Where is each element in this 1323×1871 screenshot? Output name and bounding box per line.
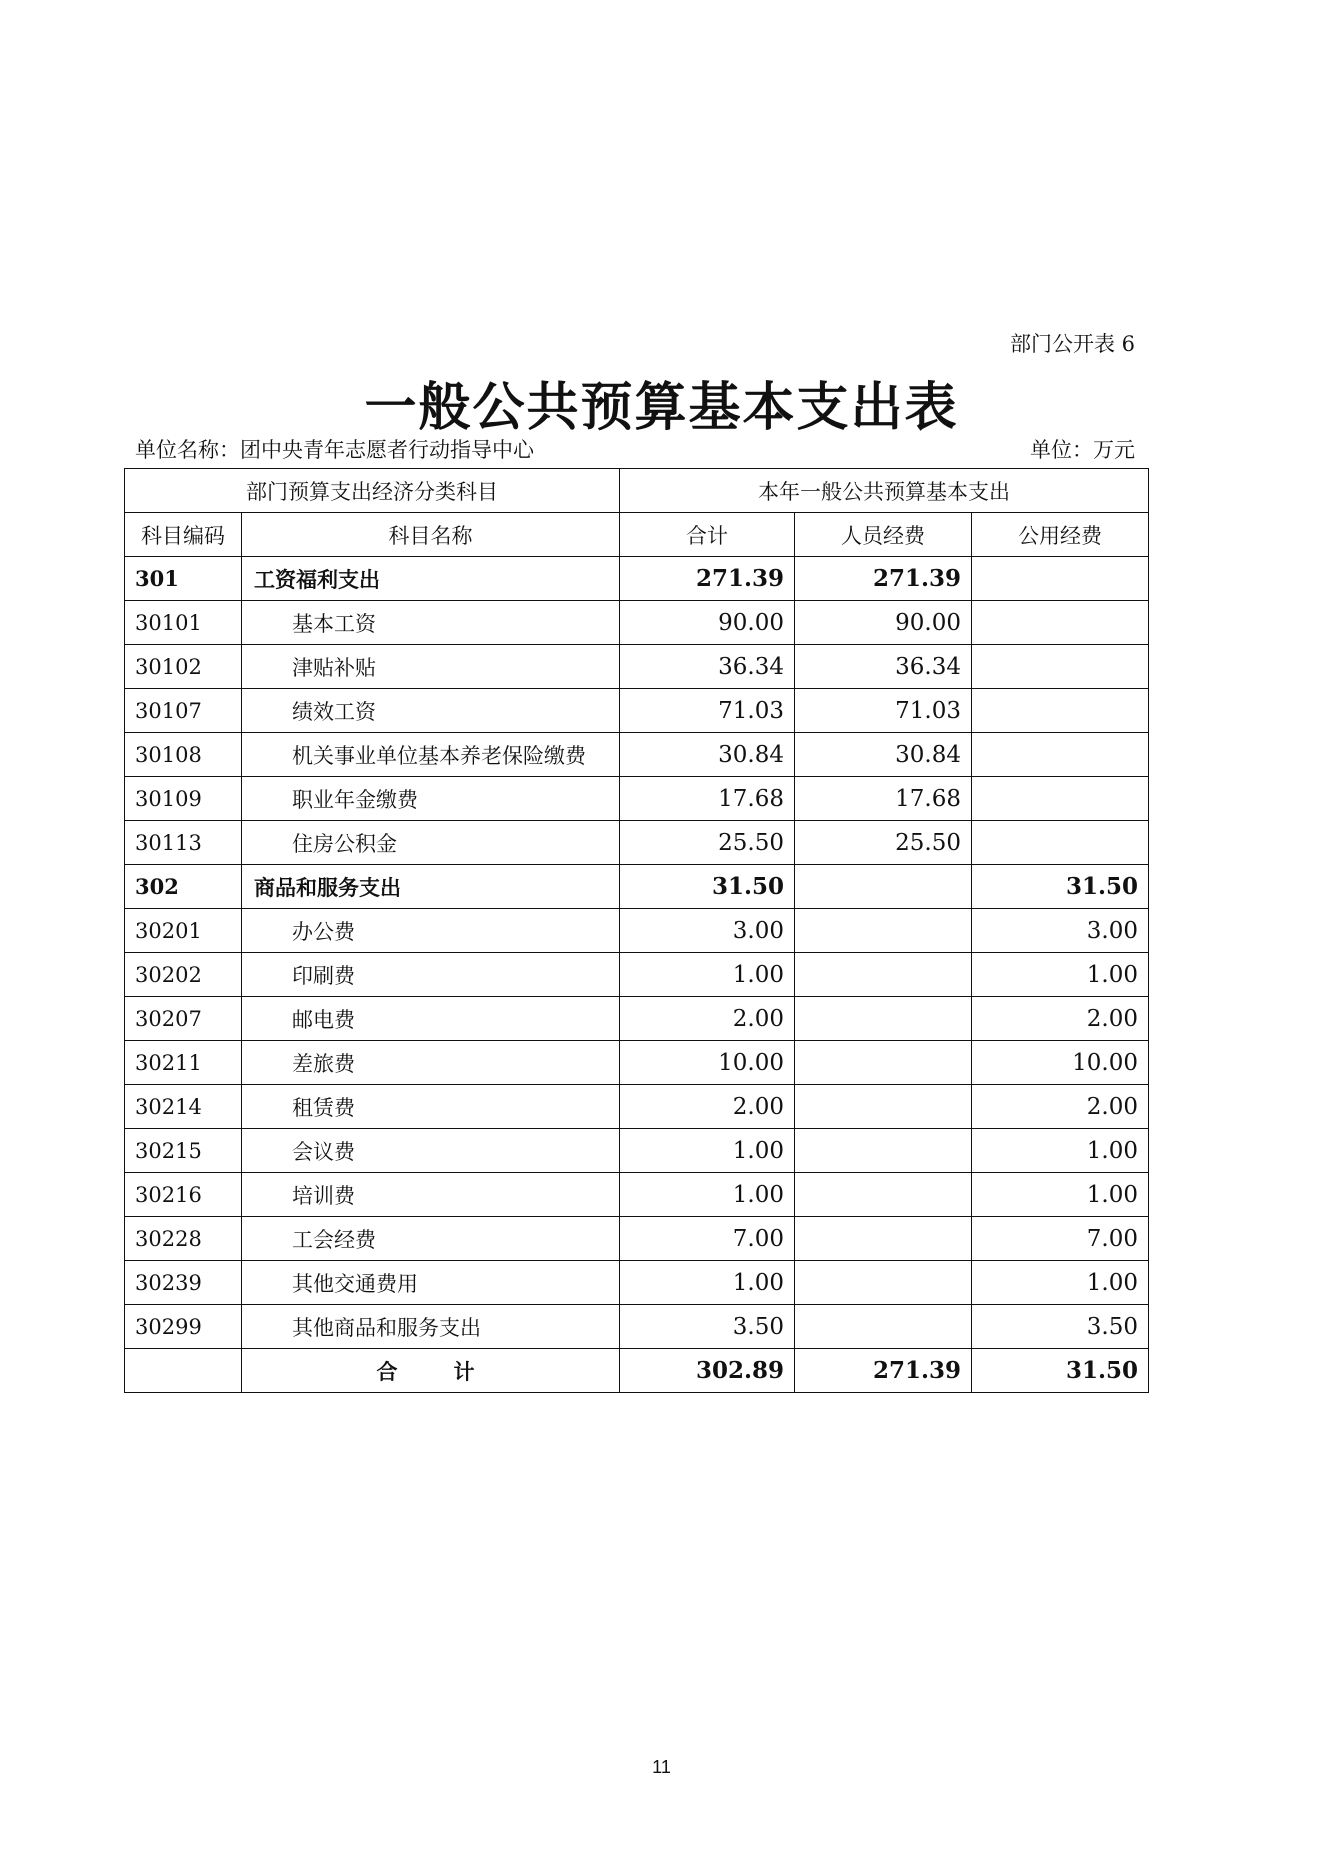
total-cell: 30.84 bbox=[620, 733, 795, 777]
category-row bbox=[125, 865, 1149, 909]
table-row bbox=[125, 1261, 1149, 1305]
total-cell: 7.00 bbox=[620, 1217, 795, 1261]
name-cell: 工会经费 bbox=[242, 1217, 620, 1261]
name-cell: 商品和服务支出 bbox=[242, 865, 620, 909]
personnel-cell bbox=[795, 1129, 972, 1173]
public-cell bbox=[972, 733, 1149, 777]
public-cell: 1.00 bbox=[972, 1129, 1149, 1173]
code-cell: 30108 bbox=[125, 733, 242, 777]
code-cell: 30211 bbox=[125, 1041, 242, 1085]
public-cell: 3.50 bbox=[972, 1305, 1149, 1349]
personnel-cell: 25.50 bbox=[795, 821, 972, 865]
name-cell: 其他商品和服务支出 bbox=[242, 1305, 620, 1349]
header-group-left: 部门预算支出经济分类科目 bbox=[125, 469, 620, 513]
public-cell bbox=[972, 601, 1149, 645]
name-cell: 租赁费 bbox=[242, 1085, 620, 1129]
code-cell: 30239 bbox=[125, 1261, 242, 1305]
header-public: 公用经费 bbox=[972, 513, 1149, 557]
personnel-cell bbox=[795, 865, 972, 909]
total-cell: 36.34 bbox=[620, 645, 795, 689]
table-row bbox=[125, 1129, 1149, 1173]
personnel-cell: 71.03 bbox=[795, 689, 972, 733]
total-cell: 1.00 bbox=[620, 1129, 795, 1173]
code-cell: 30207 bbox=[125, 997, 242, 1041]
table-row bbox=[125, 1217, 1149, 1261]
total-cell: 31.50 bbox=[620, 865, 795, 909]
page-number: 11 bbox=[652, 1757, 671, 1777]
table-row bbox=[125, 645, 1149, 689]
total-cell: 1.00 bbox=[620, 1173, 795, 1217]
budget-table bbox=[124, 468, 1149, 1393]
public-cell: 1.00 bbox=[972, 953, 1149, 997]
table-row bbox=[125, 1305, 1149, 1349]
unit-name: 单位名称：团中央青年志愿者行动指导中心 bbox=[135, 438, 534, 462]
header-total: 合计 bbox=[620, 513, 795, 557]
header-group-row bbox=[125, 469, 1149, 513]
public-cell bbox=[972, 645, 1149, 689]
table-row bbox=[125, 601, 1149, 645]
total-cell: 17.68 bbox=[620, 777, 795, 821]
code-cell: 30201 bbox=[125, 909, 242, 953]
grand-total-public: 31.50 bbox=[972, 1349, 1149, 1393]
name-cell: 其他交通费用 bbox=[242, 1261, 620, 1305]
total-cell: 25.50 bbox=[620, 821, 795, 865]
public-cell: 1.00 bbox=[972, 1173, 1149, 1217]
header-name: 科目名称 bbox=[242, 513, 620, 557]
header-group-right: 本年一般公共预算基本支出 bbox=[620, 469, 1149, 513]
personnel-cell: 30.84 bbox=[795, 733, 972, 777]
personnel-cell bbox=[795, 953, 972, 997]
code-cell: 30101 bbox=[125, 601, 242, 645]
public-cell bbox=[972, 821, 1149, 865]
table-body bbox=[125, 557, 1149, 1349]
public-cell bbox=[972, 557, 1149, 601]
public-cell: 31.50 bbox=[972, 865, 1149, 909]
table-row bbox=[125, 1173, 1149, 1217]
code-cell: 30113 bbox=[125, 821, 242, 865]
header-row bbox=[125, 513, 1149, 557]
name-cell: 绩效工资 bbox=[242, 689, 620, 733]
table-row bbox=[125, 909, 1149, 953]
personnel-cell bbox=[795, 1085, 972, 1129]
unit-row bbox=[135, 434, 1135, 464]
public-cell: 10.00 bbox=[972, 1041, 1149, 1085]
grand-total-row bbox=[125, 1349, 1149, 1393]
personnel-cell bbox=[795, 1305, 972, 1349]
header-personnel: 人员经费 bbox=[795, 513, 972, 557]
code-cell: 30109 bbox=[125, 777, 242, 821]
personnel-cell bbox=[795, 909, 972, 953]
grand-total-label: 合计 bbox=[242, 1349, 620, 1393]
total-cell: 2.00 bbox=[620, 997, 795, 1041]
personnel-cell bbox=[795, 1173, 972, 1217]
name-cell: 会议费 bbox=[242, 1129, 620, 1173]
name-cell: 住房公积金 bbox=[242, 821, 620, 865]
currency-unit: 单位：万元 bbox=[1030, 438, 1135, 462]
personnel-cell bbox=[795, 1041, 972, 1085]
header-code: 科目编码 bbox=[125, 513, 242, 557]
personnel-cell bbox=[795, 1261, 972, 1305]
name-cell: 津贴补贴 bbox=[242, 645, 620, 689]
public-cell bbox=[972, 777, 1149, 821]
code-cell: 30215 bbox=[125, 1129, 242, 1173]
total-cell: 90.00 bbox=[620, 601, 795, 645]
name-cell: 职业年金缴费 bbox=[242, 777, 620, 821]
page-title: 一般公共预算基本支出表 bbox=[364, 377, 959, 438]
code-cell: 301 bbox=[125, 557, 242, 601]
total-cell: 1.00 bbox=[620, 1261, 795, 1305]
table-label: 部门公开表 6 bbox=[1009, 332, 1135, 356]
name-cell: 差旅费 bbox=[242, 1041, 620, 1085]
total-cell: 71.03 bbox=[620, 689, 795, 733]
personnel-cell: 17.68 bbox=[795, 777, 972, 821]
personnel-cell: 90.00 bbox=[795, 601, 972, 645]
code-cell: 30202 bbox=[125, 953, 242, 997]
public-cell: 2.00 bbox=[972, 997, 1149, 1041]
code-cell: 30102 bbox=[125, 645, 242, 689]
table-row bbox=[125, 997, 1149, 1041]
personnel-cell bbox=[795, 997, 972, 1041]
table-row bbox=[125, 733, 1149, 777]
table-row bbox=[125, 953, 1149, 997]
public-cell: 1.00 bbox=[972, 1261, 1149, 1305]
table-row bbox=[125, 1085, 1149, 1129]
table-row bbox=[125, 777, 1149, 821]
public-cell bbox=[972, 689, 1149, 733]
total-cell: 1.00 bbox=[620, 953, 795, 997]
name-cell: 印刷费 bbox=[242, 953, 620, 997]
public-cell: 7.00 bbox=[972, 1217, 1149, 1261]
table-row bbox=[125, 689, 1149, 733]
code-cell: 30299 bbox=[125, 1305, 242, 1349]
grand-total-total: 302.89 bbox=[620, 1349, 795, 1393]
code-cell: 30216 bbox=[125, 1173, 242, 1217]
code-cell: 30228 bbox=[125, 1217, 242, 1261]
name-cell: 基本工资 bbox=[242, 601, 620, 645]
personnel-cell: 36.34 bbox=[795, 645, 972, 689]
total-cell: 3.50 bbox=[620, 1305, 795, 1349]
category-row bbox=[125, 557, 1149, 601]
total-cell: 3.00 bbox=[620, 909, 795, 953]
table-row bbox=[125, 1041, 1149, 1085]
name-cell: 工资福利支出 bbox=[242, 557, 620, 601]
grand-total-personnel: 271.39 bbox=[795, 1349, 972, 1393]
code-cell: 30107 bbox=[125, 689, 242, 733]
name-cell: 培训费 bbox=[242, 1173, 620, 1217]
total-cell: 271.39 bbox=[620, 557, 795, 601]
name-cell: 邮电费 bbox=[242, 997, 620, 1041]
code-cell: 302 bbox=[125, 865, 242, 909]
code-cell: 30214 bbox=[125, 1085, 242, 1129]
personnel-cell: 271.39 bbox=[795, 557, 972, 601]
table-row bbox=[125, 821, 1149, 865]
name-cell: 机关事业单位基本养老保险缴费 bbox=[242, 733, 620, 777]
name-cell: 办公费 bbox=[242, 909, 620, 953]
public-cell: 3.00 bbox=[972, 909, 1149, 953]
total-cell: 2.00 bbox=[620, 1085, 795, 1129]
grand-total-code bbox=[125, 1349, 242, 1393]
public-cell: 2.00 bbox=[972, 1085, 1149, 1129]
total-cell: 10.00 bbox=[620, 1041, 795, 1085]
personnel-cell bbox=[795, 1217, 972, 1261]
